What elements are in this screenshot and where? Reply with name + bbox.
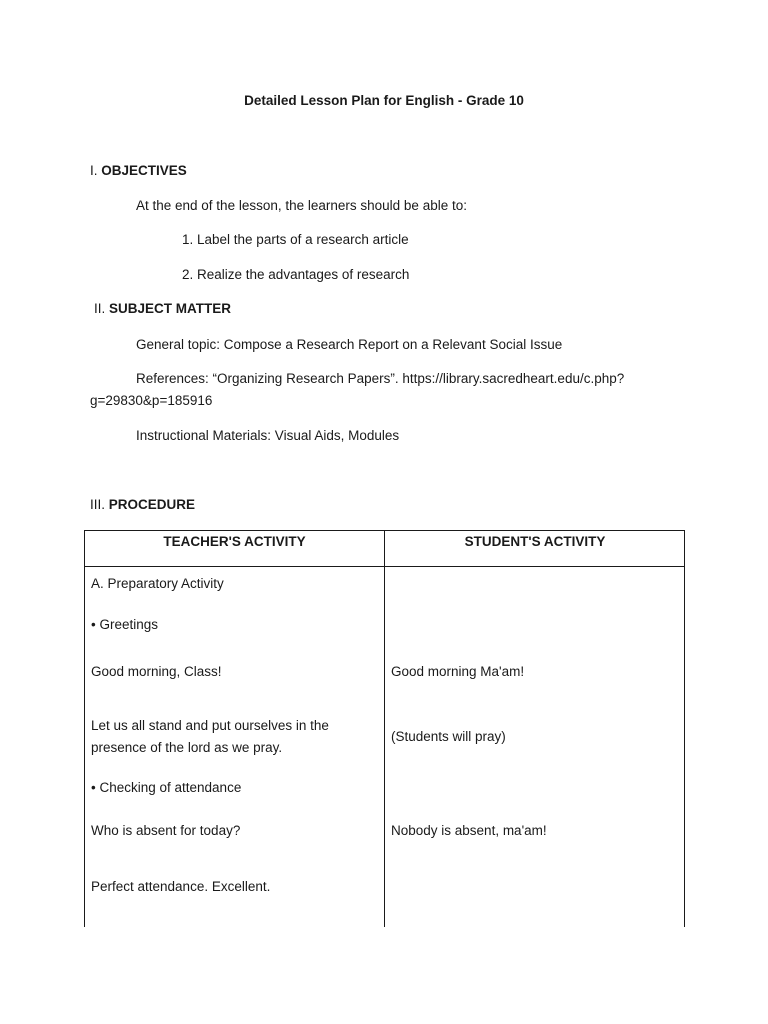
objectives-intro: At the end of the lesson, the learners should be able to: (136, 198, 467, 213)
references-line: References: “Organizing Research Papers”. https://library.sacredheart.edu/c.php? (136, 371, 625, 386)
section-numeral: III. (90, 497, 109, 512)
section-numeral: I. (90, 163, 102, 178)
table-column-divider (384, 531, 385, 927)
student-activity-line: Good morning Ma'am! (391, 664, 525, 679)
table-header-teacher: TEACHER'S ACTIVITY (163, 534, 306, 549)
general-topic: General topic: Compose a Research Report on a Relevant Social Issue (136, 337, 563, 352)
section-heading-text: PROCEDURE (108, 497, 196, 512)
section-numeral: II. (94, 301, 110, 316)
table-header-student: STUDENT'S ACTIVITY (464, 534, 606, 549)
student-activity-line: Nobody is absent, ma'am! (391, 823, 547, 838)
teacher-activity-line: Who is absent for today? (91, 823, 241, 838)
instructional-materials: Instructional Materials: Visual Aids, Modules (136, 428, 400, 443)
teacher-activity-line: A. Preparatory Activity (91, 576, 224, 591)
section-heading-text: SUBJECT MATTER (109, 301, 232, 316)
teacher-activity-line: Let us all stand and put ourselves in the (91, 718, 329, 733)
teacher-activity-line: • Checking of attendance (91, 780, 242, 795)
objective-item: 1. Label the parts of a research article (182, 232, 409, 247)
document-title: Detailed Lesson Plan for English - Grade 10 (244, 93, 524, 108)
teacher-activity-line: Good morning, Class! (91, 664, 222, 679)
section-procedure-heading (90, 497, 195, 512)
procedure-table (84, 530, 685, 927)
section-objectives-heading (90, 163, 187, 178)
objective-item: 2. Realize the advantages of research (182, 267, 410, 282)
teacher-activity-line: presence of the lord as we pray. (91, 740, 283, 755)
table-header-divider (85, 566, 684, 567)
teacher-activity-line: • Greetings (91, 617, 159, 632)
section-heading-text: OBJECTIVES (101, 163, 187, 178)
student-activity-line: (Students will pray) (391, 729, 506, 744)
teacher-activity-line: Perfect attendance. Excellent. (91, 879, 271, 894)
references-line-continued: g=29830&p=185916 (90, 393, 213, 408)
section-subject-matter-heading (94, 301, 231, 316)
